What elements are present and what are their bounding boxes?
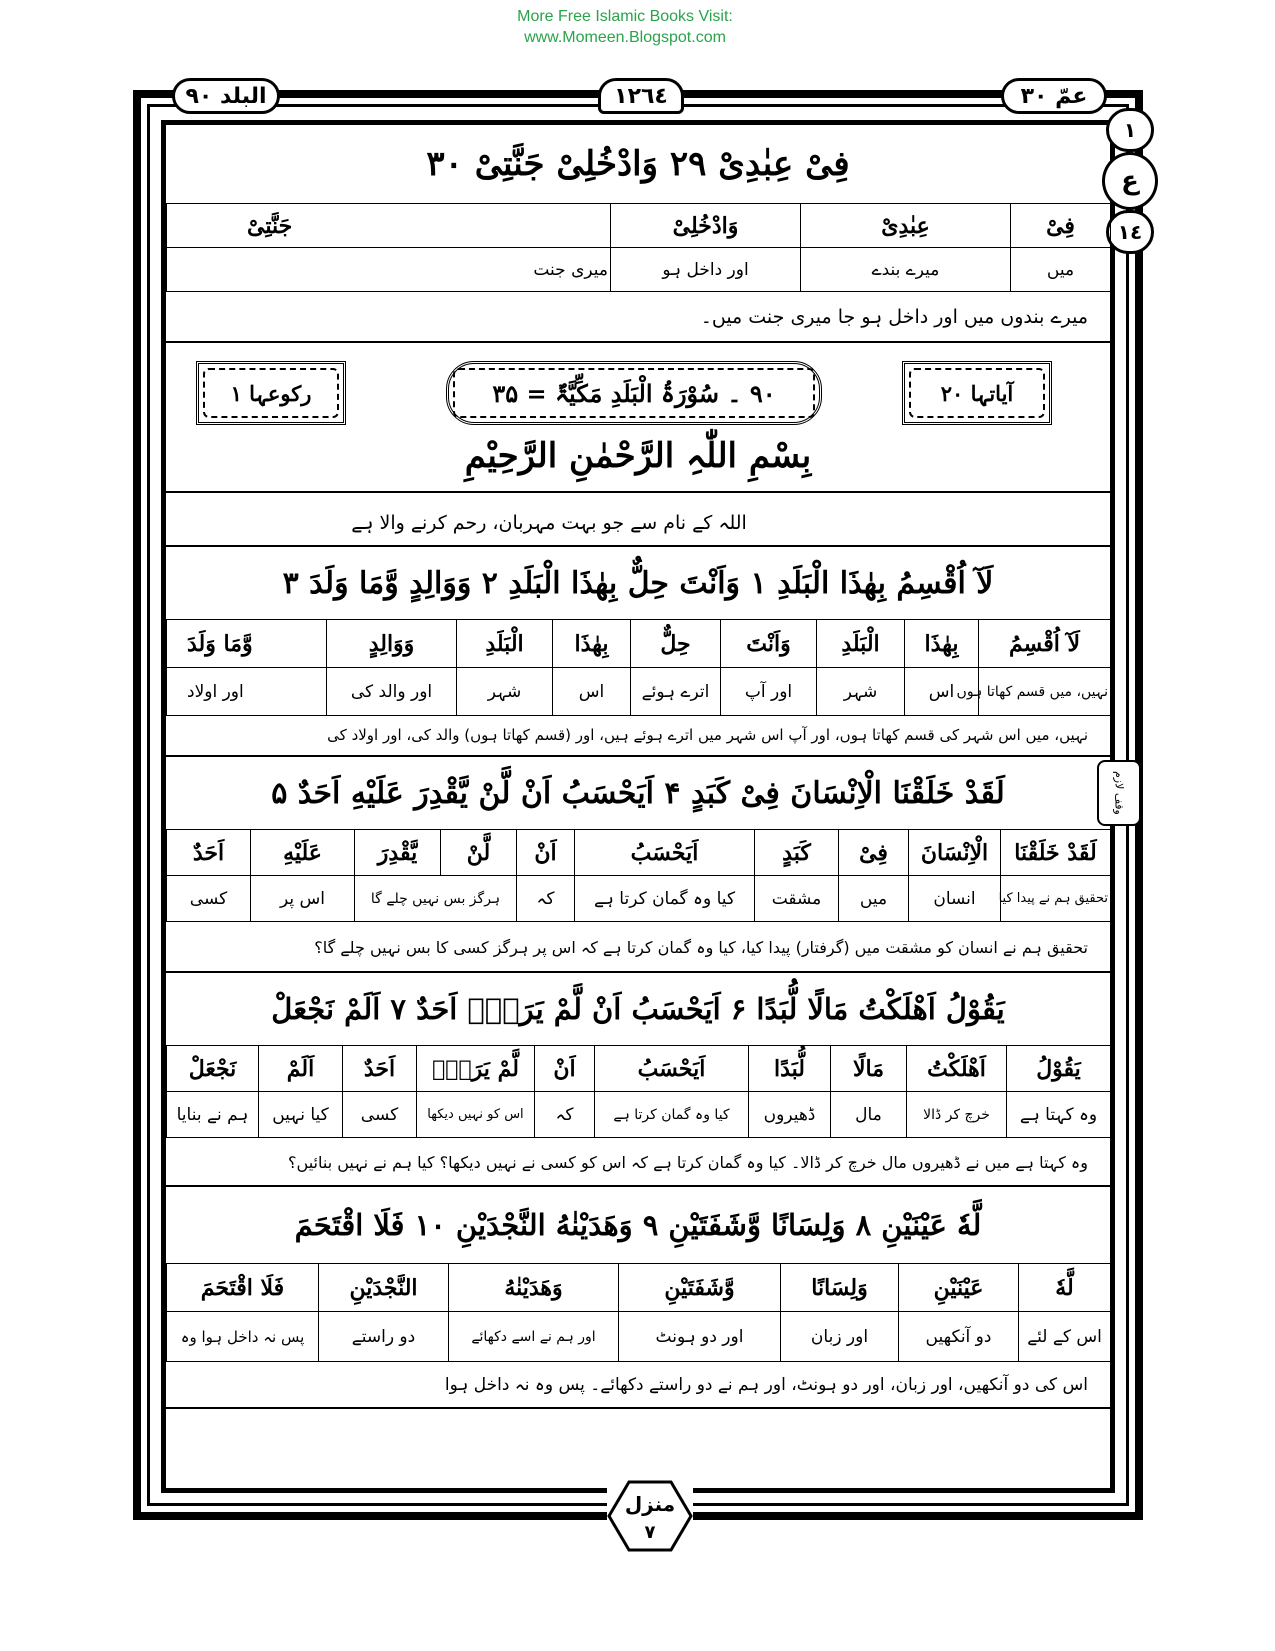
word-ur: دو آنکھیں	[899, 1312, 1019, 1362]
word-ar: کَبَدٍ	[755, 830, 839, 876]
word-ur: تحقیق ہم نے پیدا کیا	[1001, 876, 1111, 922]
word-ur: اور اولاد	[167, 668, 327, 716]
word-ur: خرچ کر ڈالا	[907, 1092, 1007, 1138]
page-number: ١٢٦٤	[598, 78, 684, 114]
translation-1: میرے بندوں میں اور داخل ہو جا میری جنت میں۔	[700, 306, 1088, 328]
word-ur: دو راستے	[319, 1312, 449, 1362]
word-ur: کسی	[167, 876, 251, 922]
word-ar: یَّقْدِرَ	[355, 830, 441, 876]
page-content	[166, 125, 1110, 1488]
word-ur: اترے ہوئے	[631, 668, 721, 716]
word-ur: اس کو نہیں دیکھا	[417, 1092, 535, 1138]
manzil-badge	[607, 1480, 693, 1552]
word-ar: اَلَمْ	[259, 1046, 343, 1092]
manzil-label: منزل	[624, 1492, 676, 1516]
promo-line-1: More Free Islamic Books Visit:	[517, 8, 733, 25]
word-ur: اور دو ہونٹ	[619, 1312, 781, 1362]
word-ar: وَلِسَانًا	[781, 1264, 899, 1312]
word-ur: اور والد کی	[327, 668, 457, 716]
word-ar: النَّجْدَیْنِ	[319, 1264, 449, 1312]
word-ar: اَحَدٌ	[343, 1046, 417, 1092]
word-ar: اَنْ	[517, 830, 575, 876]
word-ur: اس	[553, 668, 631, 716]
word-ar: وَّمَا وَلَدَ	[167, 620, 327, 668]
word-ar: اَیَحْسَبُ	[575, 830, 755, 876]
word-ur: میری جنت	[167, 248, 611, 292]
side-marker-top: ١	[1106, 108, 1154, 152]
word-ar: الْبَلَدِ	[817, 620, 905, 668]
word-ar: عَلَیْهِ	[251, 830, 355, 876]
word-ur: اور آپ	[721, 668, 817, 716]
waqf-lazim-marker: وقف لازم	[1097, 760, 1141, 826]
ayat-count-panel: آیاتہا ۲۰	[902, 361, 1052, 425]
word-ur: کسی	[343, 1092, 417, 1138]
word-table-1	[166, 203, 1111, 292]
word-table-3	[166, 829, 1111, 922]
juz-tag: عمّ ٣٠	[1001, 78, 1107, 114]
word-ar: لَّمْ یَرَهٗۤ	[417, 1046, 535, 1092]
word-ur: کہ	[535, 1092, 595, 1138]
translation-3: تحقیق ہم نے انسان کو مشقت میں (گرفتار) پیدا کیا، کیا وہ گمان کرتا ہے کہ اس پر ہرگز کسی کا بس نہیں چلے گا؟	[314, 937, 1088, 957]
divider	[166, 341, 1110, 343]
word-ar: عِبٰدِیْ	[801, 204, 1011, 248]
word-ar: عَیْنَیْنِ	[899, 1264, 1019, 1312]
word-ur: ہرگز بس نہیں چلے گا	[355, 876, 517, 922]
ayah-line-4: یَقُوْلُ اَھْلَکْتُ مَالًا لُّبَدًا ۶ اَیَحْسَبُ اَنْ لَّمْ یَرَهٗۤ اَحَدٌ ۷ اَلَمْ نَجْعَلْ	[271, 992, 1005, 1026]
word-ur: اس کے لئے	[1019, 1312, 1111, 1362]
word-ar: لَآ اُقْسِمُ	[979, 620, 1111, 668]
word-ar: جَنَّتِیْ	[167, 204, 611, 248]
word-ur: اور داخل ہو	[611, 248, 801, 292]
ruku-marker: ع	[1102, 152, 1158, 210]
ayah-line-3: لَقَدْ خَلَقْنَا الْاِنْسَانَ فِیْ کَبَدٍ ۴ اَیَحْسَبُ اَنْ لَّنْ یَّقْدِرَ عَلَیْهِ اَحَدٌ ۵	[271, 775, 1005, 811]
ayah-line-1: فِیْ عِبٰدِیْ ۲۹ وَادْخُلِیْ جَنَّتِیْ ۳۰	[426, 144, 850, 184]
word-ur: شہر	[457, 668, 553, 716]
word-ur: نہیں، میں قسم کھاتا ہوں	[979, 668, 1111, 716]
word-table-4	[166, 1045, 1111, 1138]
word-ur: انسان	[909, 876, 1001, 922]
divider	[166, 1407, 1110, 1409]
word-ur: کیا نہیں	[259, 1092, 343, 1138]
word-ur: مال	[831, 1092, 907, 1138]
word-ur: مشقت	[755, 876, 839, 922]
side-marker-bottom: ١٤	[1106, 210, 1154, 254]
word-ar: بِھٰذَا	[553, 620, 631, 668]
word-ur: اس	[905, 668, 979, 716]
promo-link[interactable]: www.Momeen.Blogspot.com	[524, 29, 726, 46]
word-ar: فَلَا اقْتَحَمَ	[167, 1264, 319, 1312]
ayah-line-5: لَّهٗ عَیْنَیْنِ ۸ وَلِسَانًا وَّشَفَتَیْنِ ۹ وَهَدَیْنٰهُ النَّجْدَیْنِ ۱۰ فَلَا اقْتَحَمَ	[294, 1208, 982, 1242]
word-ar: وَّشَفَتَیْنِ	[619, 1264, 781, 1312]
word-ar: وَوَالِدٍ	[327, 620, 457, 668]
word-ar: فِیْ	[839, 830, 909, 876]
promo-banner	[0, 6, 1250, 48]
translation-5: اس کی دو آنکھیں، اور زبان، اور دو ہونٹ، اور ہم نے دو راستے دکھائے۔ پس وہ نہ داخل ہوا	[444, 1374, 1088, 1395]
ruku-count-panel: رکوعہا ۱	[196, 361, 346, 425]
word-ur: کیا وہ گمان کرتا ہے	[575, 876, 755, 922]
word-ar: لَّنْ	[441, 830, 517, 876]
word-ar: اَحَدٌ	[167, 830, 251, 876]
word-ar: نَجْعَلْ	[167, 1046, 259, 1092]
word-ur: کہ	[517, 876, 575, 922]
word-ur: میں	[1011, 248, 1111, 292]
word-ur: اور ہم نے اسے دکھائے	[449, 1312, 619, 1362]
word-ur: کیا وہ گمان کرتا ہے	[595, 1092, 749, 1138]
word-ar: وَادْخُلِیْ	[611, 204, 801, 248]
word-ar: فِیْ	[1011, 204, 1111, 248]
word-ar: بِھٰذَا	[905, 620, 979, 668]
word-ar: حِلٌّ	[631, 620, 721, 668]
word-ur: ہم نے بنایا	[167, 1092, 259, 1138]
word-ar: یَقُوْلُ	[1007, 1046, 1111, 1092]
manzil-number: ۷	[644, 1522, 656, 1543]
word-ar: الْاِنْسَانَ	[909, 830, 1001, 876]
word-ur: میں	[839, 876, 909, 922]
surah-name-tag: البلد ٩٠	[172, 78, 280, 114]
word-ur: شہر	[817, 668, 905, 716]
word-ur: پس نہ داخل ہوا وہ	[167, 1312, 319, 1362]
word-ar: لُّبَدًا	[749, 1046, 831, 1092]
translation-4: وہ کہتا ہے میں نے ڈھیروں مال خرچ کر ڈالا۔ کیا وہ گمان کرتا ہے کہ اس کو کسی نے نہیں دیکھا؟ کیا ہم نے نہیں بنائیں؟	[288, 1152, 1088, 1172]
word-ar: اَنْ	[535, 1046, 595, 1092]
word-ur: وہ کہتا ہے	[1007, 1092, 1111, 1138]
word-ur: میرے بندے	[801, 248, 1011, 292]
word-ar: وَاَنْتَ	[721, 620, 817, 668]
word-ar: لَّهٗ	[1019, 1264, 1111, 1312]
translation-2: نہیں، میں اس شہر کی قسم کھاتا ہوں، اور آپ اس شہر میں اترے ہوئے ہیں، اور (قسم کھاتا ہوں) والد کی، اور اولاد کی	[327, 726, 1088, 744]
word-ar: وَهَدَیْنٰهُ	[449, 1264, 619, 1312]
word-ar: اَھْلَکْتُ	[907, 1046, 1007, 1092]
word-ar: لَقَدْ خَلَقْنَا	[1001, 830, 1111, 876]
word-ar: مَالًا	[831, 1046, 907, 1092]
word-ur: اور زبان	[781, 1312, 899, 1362]
divider	[166, 491, 1110, 493]
ayah-line-2: لَآ اُقْسِمُ بِھٰذَا الْبَلَدِ ۱ وَاَنْتَ حِلٌّ بِھٰذَا الْبَلَدِ ۲ وَوَالِدٍ وَّمَا وَلَدَ ۳	[282, 565, 994, 601]
bismillah-translation: اللہ کے نام سے جو بہت مہربان، رحم کرنے والا ہے	[351, 512, 747, 534]
word-ur: اس پر	[251, 876, 355, 922]
word-ur: ڈھیروں	[749, 1092, 831, 1138]
word-ar: الْبَلَدِ	[457, 620, 553, 668]
surah-title-panel: ۹۰ ۔ سُوْرَۃُ الْبَلَدِ مَکِّیَّۃٌ = ۳۵	[446, 361, 822, 425]
word-ar: اَیَحْسَبُ	[595, 1046, 749, 1092]
word-table-5	[166, 1263, 1111, 1362]
bismillah: بِسْمِ اللّٰہِ الرَّحْمٰنِ الرَّحِیْمِ	[464, 435, 812, 476]
word-table-2	[166, 619, 1111, 716]
